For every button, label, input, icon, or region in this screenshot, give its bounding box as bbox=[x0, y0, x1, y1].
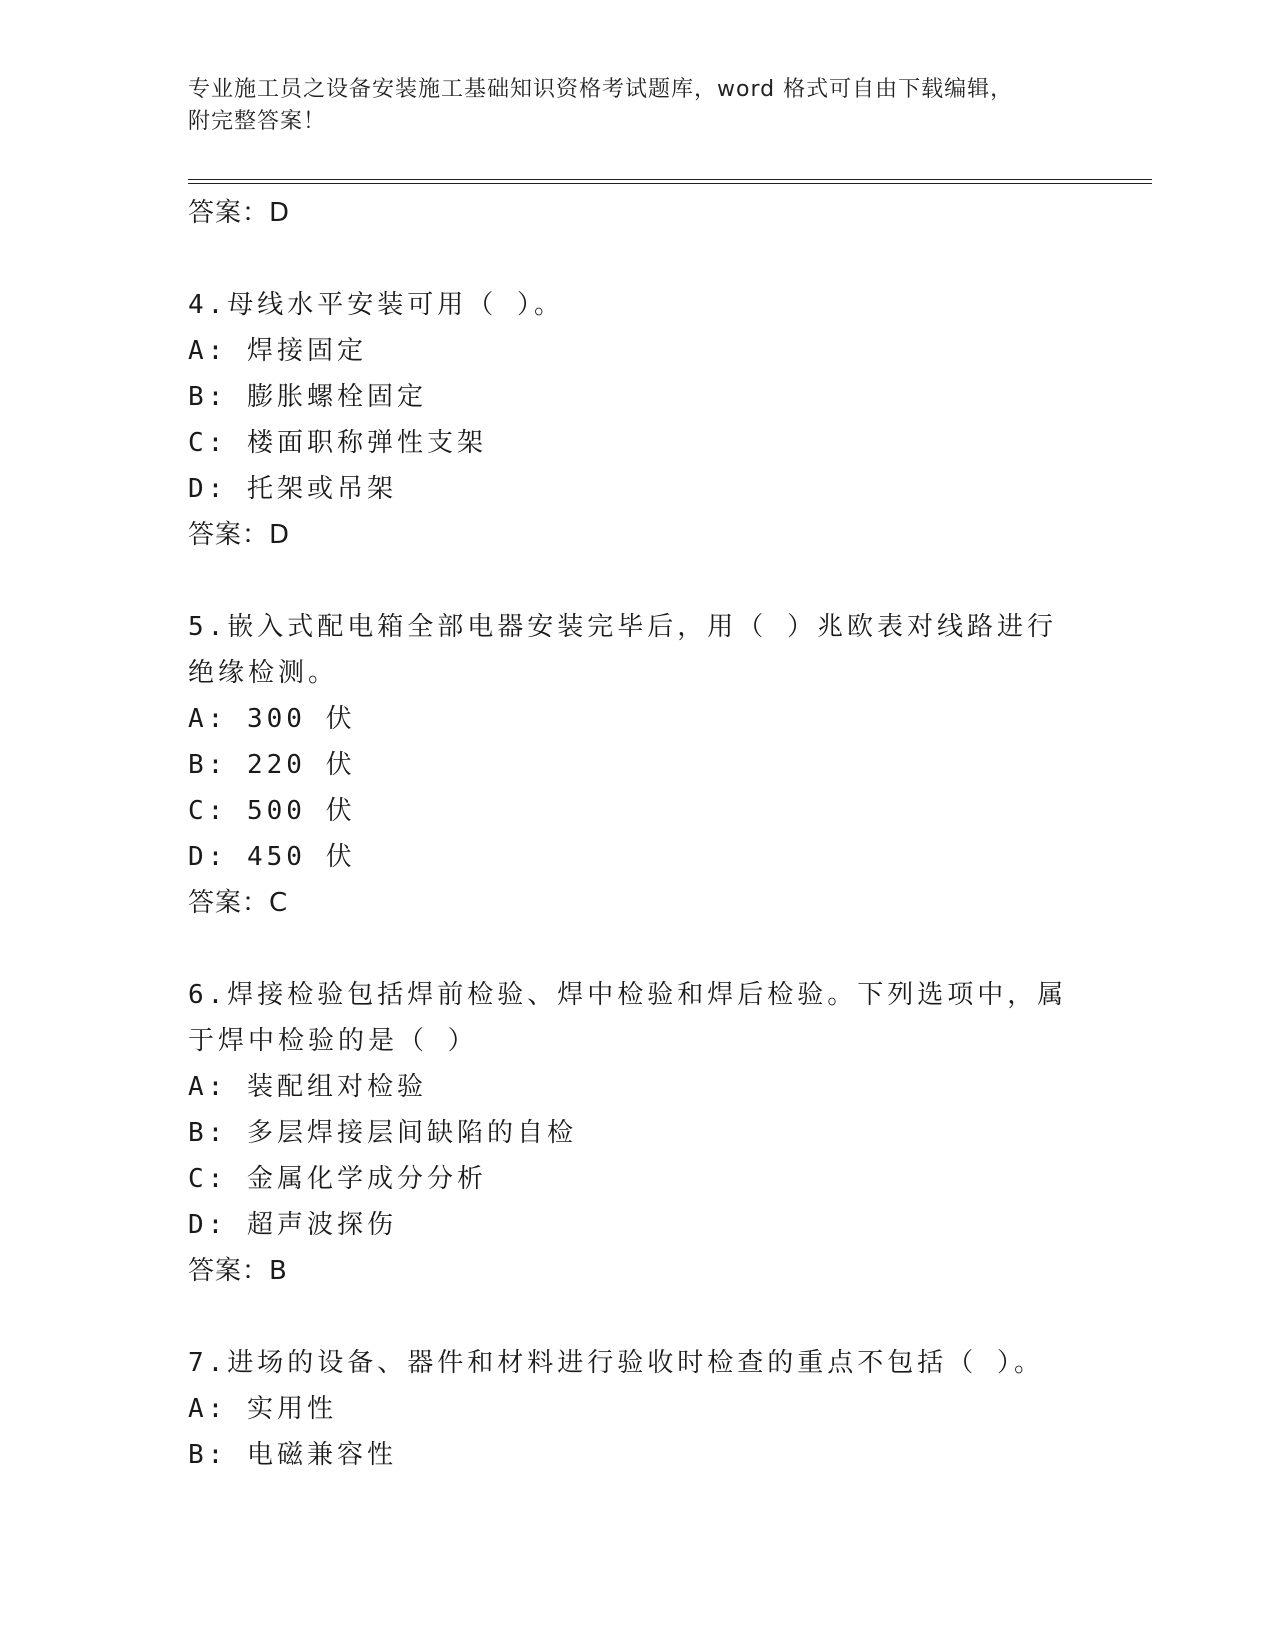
question-text: 6.焊接检验包括焊前检验、焊中检验和焊后检验。下列选项中，属于焊中检验的是（ ） bbox=[188, 980, 1068, 1056]
question-6 bbox=[188, 972, 1088, 1294]
option-c: C: 楼面职称弹性支架 bbox=[188, 428, 487, 458]
answer: 答案：C bbox=[188, 888, 289, 918]
header-rule-top bbox=[188, 179, 1152, 180]
option-b: B: 220 伏 bbox=[188, 750, 356, 780]
question-text: 5.嵌入式配电箱全部电器安装完毕后，用（ ）兆欧表对线路进行绝缘检测。 bbox=[188, 612, 1057, 688]
previous-answer: 答案：D bbox=[188, 198, 291, 228]
option-d: D: 超声波探伤 bbox=[188, 1210, 397, 1240]
option-c: C: 金属化学成分分析 bbox=[188, 1164, 487, 1194]
header-line-2: 附完整答案！ bbox=[188, 109, 327, 134]
question-list bbox=[188, 190, 1088, 1478]
spacer bbox=[188, 236, 1088, 282]
option-b: B: 电磁兼容性 bbox=[188, 1440, 397, 1470]
question-7 bbox=[188, 1340, 1088, 1478]
option-c: C: 500 伏 bbox=[188, 796, 356, 826]
question-4 bbox=[188, 282, 1088, 558]
option-a: A: 实用性 bbox=[188, 1394, 337, 1424]
answer: 答案：B bbox=[188, 1256, 288, 1286]
option-d: D: 托架或吊架 bbox=[188, 474, 397, 504]
option-d: D: 450 伏 bbox=[188, 842, 356, 872]
option-a: A: 焊接固定 bbox=[188, 336, 367, 366]
option-a: A: 300 伏 bbox=[188, 704, 356, 734]
question-text: 4.母线水平安装可用（ ）。 bbox=[188, 290, 564, 320]
spacer bbox=[188, 1294, 1088, 1340]
header-line-1: 专业施工员之设备安装施工基础知识资格考试题库，word 格式可自由下载编辑， bbox=[188, 77, 1014, 102]
answer: 答案：D bbox=[188, 520, 291, 550]
question-5 bbox=[188, 604, 1088, 926]
option-a: A: 装配组对检验 bbox=[188, 1072, 427, 1102]
document-header bbox=[188, 74, 1068, 138]
option-b: B: 多层焊接层间缺陷的自检 bbox=[188, 1118, 577, 1148]
spacer bbox=[188, 558, 1088, 604]
header-rule-bottom bbox=[188, 183, 1152, 184]
question-text: 7.进场的设备、器件和材料进行验收时检查的重点不包括（ ）。 bbox=[188, 1348, 1044, 1378]
option-b: B: 膨胀螺栓固定 bbox=[188, 382, 427, 412]
spacer bbox=[188, 926, 1088, 972]
